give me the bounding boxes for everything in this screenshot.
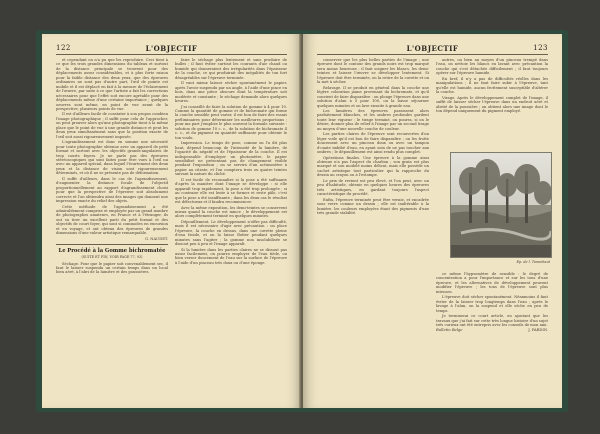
paragraph: Dépouillement. Le développement n'offre pas difficulté, mais il est nécessaire d'agir avec précaution : on place l'épreuve, la couche en dessus, dans une cuvette pleine d'eau froide, et on la laisse flotter pendant quelques minutes sans l'agiter ; la gomme non insolubilisée se dissout peu à peu et l'image apparaît.: [175, 219, 287, 247]
left-page-column-2: [175, 58, 287, 402]
paragraph: Les lumières des épreuves paraissent alors parfaitement blanches, et les ombres profondes gardent toute leur vigueur ; le tirage terminé, on pourra, si on le désire, donner plus de relief à l'image par un second tirage au moyen d'une nouvelle couche de couleur.: [317, 108, 429, 131]
paragraph: Il suffit d'ailleurs, dans le cas de l'agrandissement, d'augmenter la distance focale de l'objectif proportionnellement au rapport d'agrandissement choisi pour que la perspective de l'épreuve soit absolument correcte et l'on obtiendra ainsi des images qui donnent une impression exacte du relief des objets.: [56, 176, 168, 204]
paragraph: Je terminerai ce court article, en ajoutant que les travaux que j'ai fait sur cette très longue histoire d'un sujet très curieux ont été entrepris avec les conseils de mon ami.: [436, 314, 548, 327]
open-book: [36, 30, 568, 412]
author-signature: G. NAUDET.: [145, 236, 168, 241]
right-page-header: [317, 44, 548, 55]
paragraph: J'ai conseillé de faire la solution de gomme à 4 pour 10. Comme la quantité de gomme et de bichromate qui forme la couche sensible peut varier, il est bon de faire des essais préliminaires pour déterminer les meilleures proportions ; pour ma part j'emploie le plus souvent la formule suivante : solution de gomme 10 c. c., de la solution de bichromate 4 c. c., et du pigment en quantité suffisante pour obtenir le ton voulu.: [175, 104, 287, 140]
paragraph: En bref, il n'y a pas de difficultés réelles dans les manipulations ; il ne faut faire subir à l'épreuve, tant qu'elle est humide, aucun frottement susceptible d'altérer la couche.: [436, 76, 548, 95]
paragraph: Impression. Le temps de pose, comme on l'a dit plus haut, dépend beaucoup de l'intensité de la lumière, de l'opacité du négatif et de l'épaisseur de la couche. Il est indispensable d'employer un photomètre, le papier sensibilisé ne présentant pas de changement visible pendant l'exposition ; on se servira d'un actinomètre à papier au citrate, et l'on comptera trois ou quatre teintes suivant la nature du cliché.: [175, 141, 287, 177]
signature-name: J. PARDIN.: [528, 328, 548, 333]
landscape-photograph: [450, 152, 552, 258]
tree-landscape-image: [451, 153, 551, 257]
paragraph: Il vaut mieux laisser sécher spontanément le papier, après l'avoir suspendu par un angle, à l'aide d'une pince en bois, dans une pièce obscure dont la température soit modérée et constante ; le séchage demande alors quelques heures.: [175, 81, 287, 104]
article-subtitle: (SUITE ET FIN, VOIR PAGE 77, 93): [81, 255, 143, 260]
paragraph: faire le séchage plus lentement et sans produire de bulles ; il faut éviter surtout les courants d'air chaud ou humide qui donneraient des irrégularités dans l'épaisseur de la couche, ce qui produirait des inégalités de ton fort désagréables sur l'épreuve terminée.: [175, 58, 287, 80]
paragraph: Il est d'ailleurs facile de constater à son propos combien l'image photographique ; il suffit pour cela de l'approcher, on peut prouver alors qu'une photographie tient à la même place que le point de vue à une grande distance et peut les deux yeux simultanément sans que la position exacte de l'œil soit aussi rigoureusement imposée.: [56, 112, 168, 139]
right-page-column-1: [317, 58, 429, 402]
right-page-column-2-bottom: [436, 272, 548, 404]
article-title: Le Procédé à la Gomme bichromatée: [56, 244, 168, 254]
paragraph: Avec la même exposition, les demi-teintes se conservent mieux quand la couche est mince ; le développement est alors complètement terminé en quelques minutes.: [175, 205, 287, 219]
page-number: 123: [533, 44, 548, 52]
paragraph: Cette méthode de l'agrandissement a été admirablement comprise et employée par un grand nombre de photographes amateurs, en France et à l'étranger, ils ont su tirer un excellent parti du petit format et des objectifs de court foyer, qui sont si commodes en excursion et en voyage, et ont obtenu des épreuves de grandes dimensions d'une valeur artistique remarquable.: [56, 204, 168, 236]
right-page-column-2-top: [436, 58, 548, 150]
paragraph: conserver que les plus belles parties de l'image ; une épreuve dont le contour des grands noirs est trop marqué sera moins heureuse ; il faut soigner les blancs, les demi-teintes et laisser l'œuvre se développer lentement. Si l'épreuve doit être terminée, on la retire de la cuvette et on la met à sécher.: [317, 58, 429, 85]
left-page-header: [56, 44, 287, 55]
paragraph: et cependant on n'a pu que les reproduire. Ceci tient à ce que les trois grandes dimensions du tableau et surtout de la distance principale se trouvent pour des déplacements assez considérables, et à plus forte raison pour la faible distance des deux yeux, que des épreuves ordinaires ne sont pas d'autre part, l'œil de pointe est mobile et il est déplacé en fait à la mesure de l'éclairement de l'œuvre, par suite à ce que l'artiste a fait les corrections nécessaires pour que l'effet soit encore agréable pour des déplacements même d'une certaine importance ; quelques oeuvres sont même, en point de vue avant de la perspective, plusieurs points de vue.: [56, 58, 168, 111]
paragraph: autres, ou bien au moyen d'un pinceau trempé dans l'eau, on nettoie les blancs en lavant avec précaution la couche qui s'est détachée difficilement ; il faut toujours opérer sur l'épreuve humide.: [436, 58, 548, 76]
left-page: [42, 34, 301, 408]
paragraph: L'épreuve doit sécher spontanément. Néanmoins il faut éviter de la laisser trop longtemps dans l'eau ; après le lavage à l'alun, on la suspend et elle sèche en peu de temps.: [436, 295, 548, 313]
paragraph: Il est facile de reconnaître si la pose a été suffisante d'après la manière dont l'image se développe : si elle apparaît trop rapidement, la pose a été trop prolongée ; si au contraire elle est lente à se former et reste pâle, c'est que la pose a été insuffisante ; dans les deux cas le résultat est défectueux et il faudra recommencer.: [175, 177, 287, 205]
paragraph: Séchage. Pour que le papier soit convenablement sec, il faut le laisser suspendu un certain temps dans un local bien aéré, à l'abri de la lumière et des poussières.: [56, 261, 168, 275]
paragraph: Le prix de revient est peu élevé, et l'on peut, avec un peu d'habitude, obtenir en quelques heures des épreuves très artistiques, en gardant toujours l'aspect caractéristique du procédé.: [317, 178, 429, 197]
paragraph: Relavage. Il se produit en général dans la couche une légère coloration jaune provenant du bichromate, et qu'il convient de faire disparaître : on plonge l'épreuve dans une solution d'alun à 5 pour 100, on la laisse séjourner quelques minutes et on lave ensuite à grande eau.: [317, 85, 429, 108]
running-title: L'OBJECTIF: [145, 44, 198, 53]
page-number: 122: [56, 44, 71, 52]
paragraph: Si la lumière dans les parties claires ne se dissout pas assez facilement, on pourra employer de l'eau tiède, ou bien verser doucement de l'eau sur la surface de l'épreuve à l'aide d'un pinceau très doux ou d'une éponge.: [175, 247, 287, 265]
figure-caption: Ep. de l. Tonnehaut: [516, 260, 550, 264]
paragraph: Les parties claires de l'épreuve sont recouvertes d'un léger voile qu'il est bon de faire disparaître ; on les frotte doucement avec un pinceau doux ou avec un tampon d'ouate imbibé d'eau, en ayant soin de ne pas toucher aux ombres ; le dépouillement est ainsi rendu plus complet.: [317, 132, 429, 155]
paragraph: Opérations finales. Une épreuve à la gomme ainsi obtenue n'a pas l'aspect du charbon ; son grain est plus marqué et son modelé moins délicat, mais elle possède un cachet artistique tout particulier qui la rapproche du dessin au crayon ou à l'estompe.: [317, 155, 429, 178]
right-page: [303, 34, 562, 408]
paragraph: ce même l'hypsomètre de sensible : le degré de concentration a pour l'importance et sur les tons d'une épreuve, et les alternatives de développement peuvent modifier l'épreuve ; les tons de l'épreuve sont plus intenses.: [436, 272, 548, 294]
running-title: L'OBJECTIF: [406, 44, 459, 53]
paragraph: L'agrandissement est donc en somme une nécessité pour toute photographie obtenue avec un appareil de petit format et surtout avec les objectifs grands-angulaires de trop courts foyers. Je ne parle pas des épreuves stéréoscopiques qui sont faites pour être vues à l'œil nu avec un appareil spécial, dans lequel l'écartement des deux yeux et la distance de vision sont rigoureusement déterminés, et où il ne se présente pas de déformation.: [56, 140, 168, 176]
paragraph: Enfin, l'épreuve terminée peut être vernie, et encadrée sous verre comme un dessin ; elle est inaltérable à la lumière, les couleurs employées étant des pigments d'une très grande stabilité.: [317, 197, 429, 215]
photo-figure: [450, 152, 550, 266]
paragraph: Virage. Après le développement complet de l'image, il suffit de laisser sécher l'épreuve dans un endroit aéré et abrité de la poussière ; on obtient alors une image dont le ton dépend uniquement du pigment employé.: [436, 95, 548, 113]
source-place: Bulletin Belge: [436, 328, 463, 333]
left-page-column-1: [56, 58, 168, 402]
author-signature: [436, 328, 548, 332]
